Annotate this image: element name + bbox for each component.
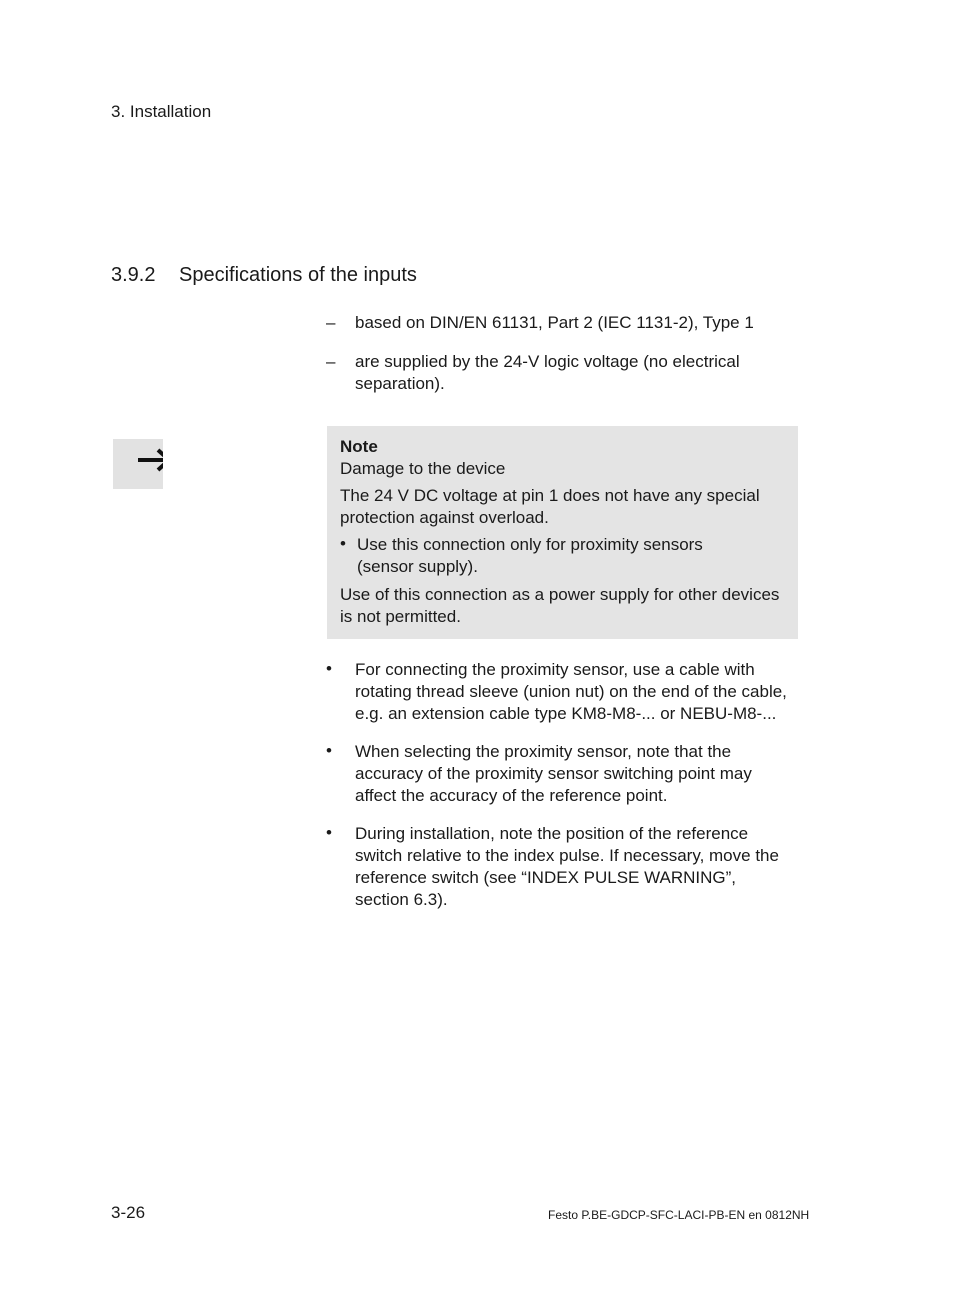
bullet-marker: • [326, 823, 332, 842]
note-paragraph: The 24 V DC voltage at pin 1 does not have any special protection against overload. [340, 486, 760, 527]
note-title: Note [340, 437, 378, 456]
note-bullet-marker: • [340, 534, 346, 553]
note-subtitle: Damage to the device [340, 459, 506, 478]
note-closing: Use of this connection as a power supply for other devices is not permitted. [340, 585, 780, 626]
list-item: For connecting the proximity sensor, use a cable with rotating thread sleeve (union nut) on the end of the cable, e.g. an extension cable type KM8-M8-... or NEBU-M8-... [355, 660, 787, 723]
document-reference: Festo P.BE-GDCP-SFC-LACI-PB-EN en 0812NH [548, 1208, 810, 1222]
arrow-right-icon [113, 439, 163, 489]
dash-item: based on DIN/EN 61131, Part 2 (IEC 1131-2), Type 1 [355, 313, 754, 332]
note-bullet: Use this connection only for proximity sensors (sensor supply). [357, 535, 703, 576]
section-title: Specifications of the inputs [179, 264, 417, 286]
list-item: During installation, note the position of the reference switch relative to the index pulse. If necessary, move the reference switch (see “INDEX PULSE WARNING”, section 6.3). [355, 824, 779, 909]
running-header: 3. Installation [111, 102, 212, 121]
bullet-marker: • [326, 741, 332, 760]
bullet-marker: • [326, 659, 332, 678]
list-item: When selecting the proximity sensor, note that the accuracy of the proximity sensor switching point may affect the accuracy of the reference point. [355, 742, 752, 805]
dash-marker: – [326, 313, 336, 332]
section-number: 3.9.2 [111, 264, 156, 286]
page-number: 3-26 [111, 1203, 146, 1222]
dash-item: are supplied by the 24-V logic voltage (no electrical separation). [355, 352, 740, 393]
dash-marker: – [326, 352, 336, 371]
note-marker [113, 439, 163, 489]
